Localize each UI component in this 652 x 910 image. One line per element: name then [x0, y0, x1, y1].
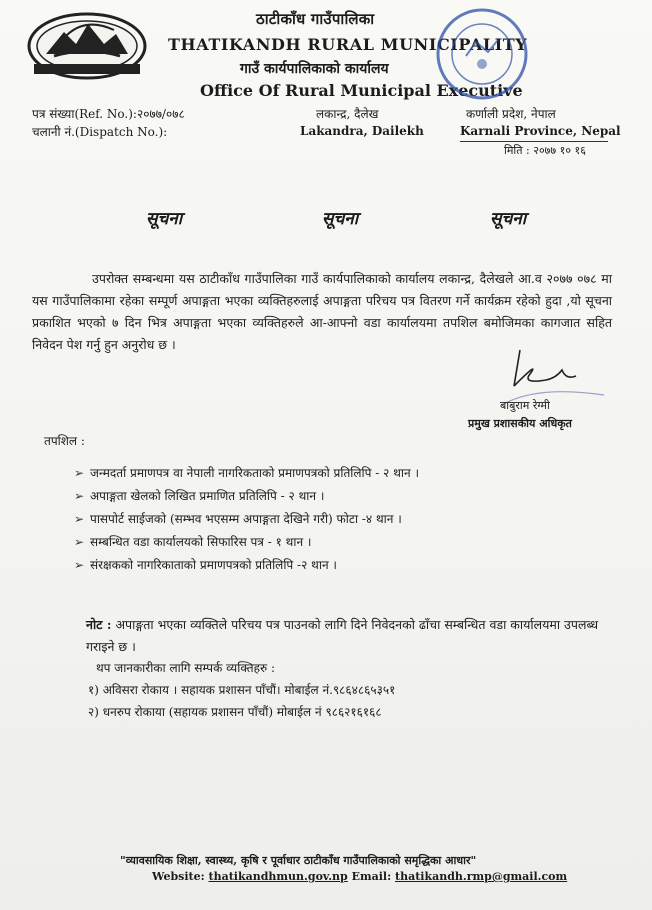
- list-item: ➢ सम्बन्धित वडा कार्यालयको सिफारिस पत्र - १ थान ।: [74, 531, 574, 554]
- schedule-label: तपशिल :: [44, 434, 85, 448]
- notice-heading-3: सूचना: [490, 209, 527, 229]
- website-label: Website:: [152, 870, 205, 883]
- required-documents-list: [74, 462, 574, 577]
- email-label: Email:: [351, 870, 392, 883]
- contact-item: १) अविसरा रोकाय । सहायक प्रशासन पाँचौं। मोबाईल नं.९८६४८६५३५१: [88, 683, 396, 697]
- notice-heading-1: सूचना: [146, 209, 183, 229]
- notice-body: उपरोक्त सम्बन्धमा यस ठाटीकाँध गाउँपालिका गाउँ कार्यपालिकाको कार्यालय लकान्द्र, दैलेखले आ.व २०७७ ०७८ मा यस गाउँपालिकामा रहेका सम्पूर्ण अपाङ्गता भएका व्यक्तिहरुलाई अपाङ्गता परिचय पत्र वितरण गर्ने कार्यक्रम रहेको हुदा ,यो सूचना प्रकाशित भएको ७ दिन भित्र अपाङ्गता भएका व्यक्तिहरुले आ-आफ्नो वडा कार्यालयमा तपशिल बमोजिमका कागजात सहित निवेदन पेश गर्नु हुन अनुरोध छ ।: [32, 271, 612, 352]
- contacts-heading: थप जानकारीका लागि सम्पर्क व्यक्तिहरु :: [96, 661, 276, 675]
- website-link[interactable]: thatikandhmun.gov.np: [208, 870, 348, 883]
- location-english: Lakandra, Dailekh: [300, 124, 424, 138]
- office-stamp-icon: [432, 4, 532, 104]
- footer-slogan: "व्यावसायिक शिक्षा, स्वास्थ्य, कृषि र पूर्वाधार ठाटीकाँध गाउँपालिकाको समृद्धिका आधार": [120, 854, 477, 867]
- signatory-title: प्रमुख प्रशासकीय अधिकृत: [468, 417, 572, 430]
- arrow-bullet-icon: ➢: [74, 512, 85, 526]
- notice-heading-2: सूचना: [322, 209, 359, 229]
- arrow-bullet-icon: ➢: [74, 558, 85, 572]
- header-nepali-office: गाउँ कार्यपालिकाको कार्यालय: [240, 61, 389, 77]
- note-paragraph: [86, 614, 606, 658]
- province-english: Karnali Province, Nepal: [460, 124, 621, 138]
- letter-date: मिति : २०७७ १० १६: [504, 144, 586, 157]
- header-english-office: Office Of Rural Municipal Executive: [200, 81, 523, 100]
- note-label: नोट :: [86, 617, 112, 632]
- list-item: ➢ संरक्षकको नागरिकाताको प्रमाणपत्रको प्रतिलिपि -२ थान ।: [74, 554, 574, 577]
- signatory-name: बाबुराम रेग्मी: [500, 399, 550, 412]
- arrow-bullet-icon: ➢: [74, 535, 85, 549]
- dispatch-number: चलानी नं.(Dispatch No.):: [32, 125, 168, 139]
- list-item: ➢ जन्मदर्ता प्रमाणपत्र वा नेपाली नागरिकताको प्रमाणपत्रको प्रतिलिपि - २ थान ।: [74, 462, 574, 485]
- header-nepali-name: ठाटीकाँध गाउँपालिका: [256, 10, 375, 28]
- email-link[interactable]: thatikandh.rmp@gmail.com: [394, 870, 568, 883]
- province-nepali: कर्णाली प्रदेश, नेपाल: [466, 107, 556, 121]
- header-divider: [460, 141, 608, 142]
- arrow-bullet-icon: ➢: [74, 466, 85, 480]
- list-item: ➢ अपाङ्गता खेलको लिखित प्रमाणित प्रतिलिपि - २ थान ।: [74, 485, 574, 508]
- contact-item: २) धनरुप रोकाया (सहायक प्रशासन पाँचौं) मोबाईल नं ९८६२१६१६८: [88, 705, 382, 719]
- location-nepali: लकान्द्र, दैलेख: [316, 107, 379, 121]
- municipality-logo-icon: [24, 8, 150, 82]
- reference-number: पत्र संख्या(Ref. No.):२०७७/०७८: [32, 107, 185, 121]
- note-text: अपाङ्गता भएका व्यक्तिले परिचय पत्र पाउनको लागि दिने निवेदनको ढाँचा सम्बन्धित वडा कार्यालयमा उपलब्ध गराइने छ ।: [86, 617, 599, 654]
- list-item: ➢ पासपोर्ट साईजको (सम्भव भएसम्म अपाङ्गता देखिने गरी) फोटा -४ थान ।: [74, 508, 574, 531]
- header-english-name: THATIKANDH RURAL MUNICIPALITY: [168, 35, 528, 54]
- footer-contact: [152, 870, 567, 883]
- arrow-bullet-icon: ➢: [74, 489, 85, 503]
